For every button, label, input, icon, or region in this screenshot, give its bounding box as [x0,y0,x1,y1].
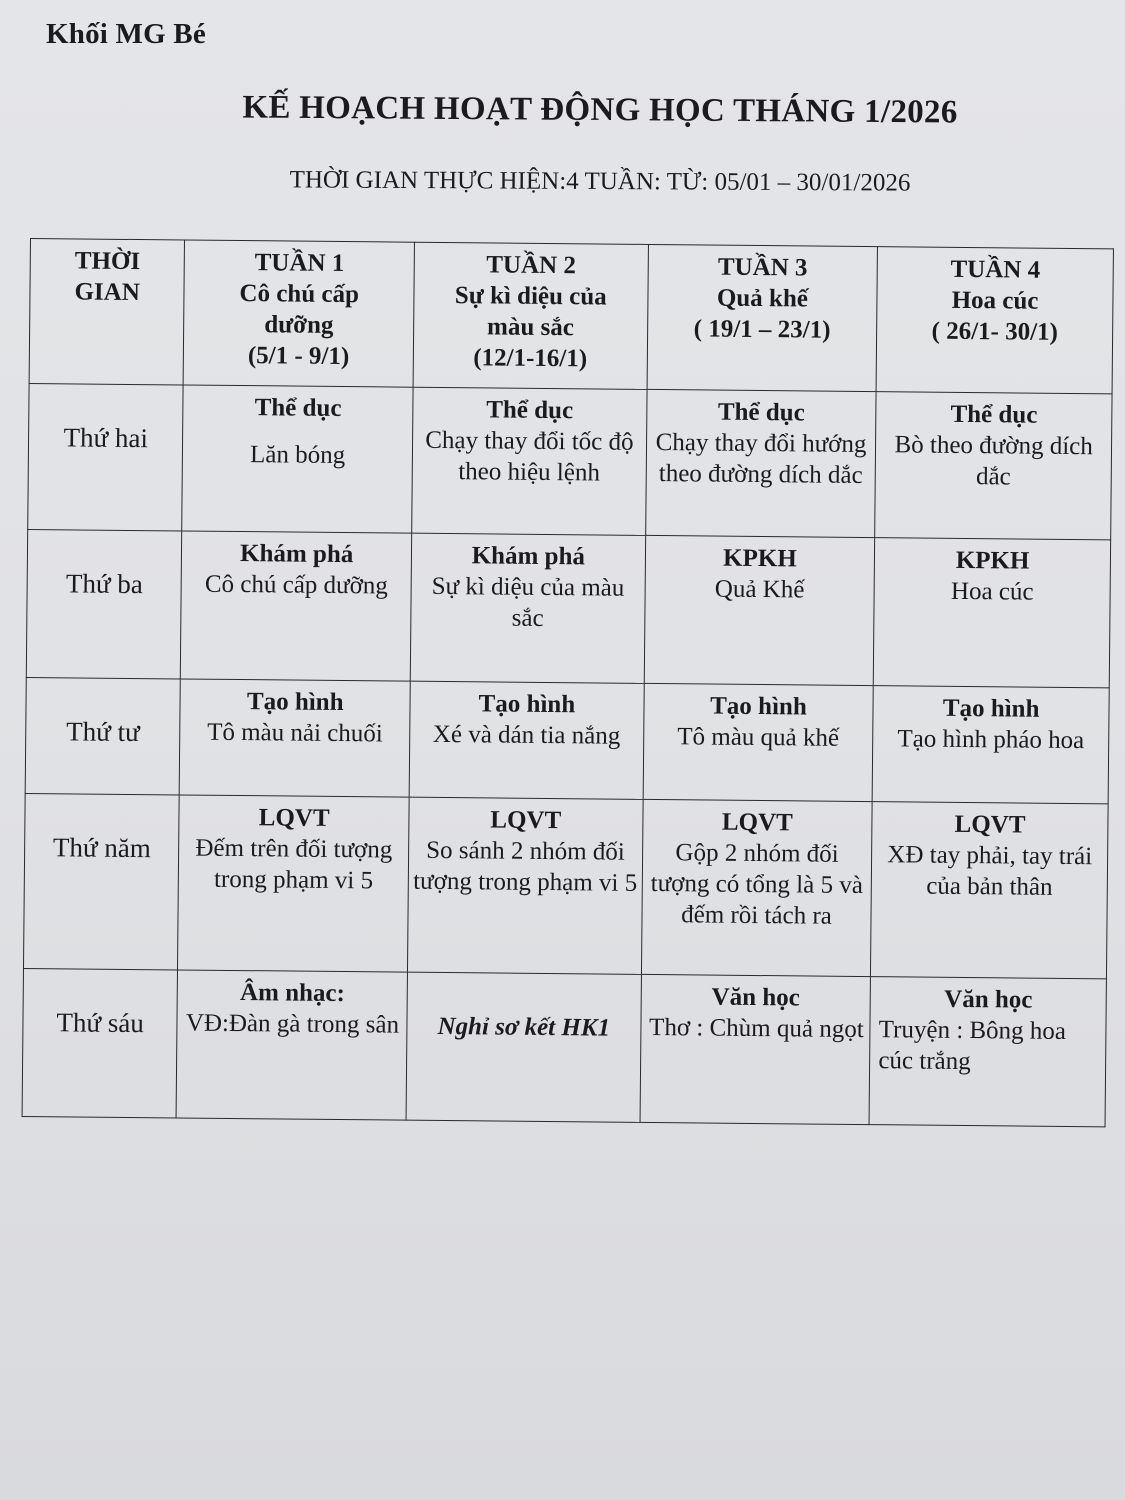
week-label: TUẦN 3 [717,253,808,282]
activity-subject: Thể dục [717,398,805,427]
week-dates: ( 19/1 – 23/1) [693,315,831,344]
activity-cell [641,799,872,976]
day-label-monday: Thứ hai [28,383,184,530]
activity-cell [874,538,1111,688]
activity-cell [180,679,411,797]
header-week-4 [876,247,1113,394]
activity-subject: LQVT [954,810,1026,839]
activity-subject: Tạo hình [478,690,576,719]
activity-text: Chạy thay đổi hướng theo đường dích dắc [655,429,867,490]
activity-text: Cô chú cấp dưỡng [204,570,389,600]
activity-cell [869,977,1106,1127]
activity-text: Đếm trên đối tượng trong phạm vi 5 [195,834,393,895]
activity-text: Tạo hình pháo hoa [897,725,1085,755]
activity-subject: KPKH [955,546,1030,575]
activity-cell [181,531,412,681]
week-theme-line2: dưỡng [264,311,334,339]
activity-subject: LQVT [258,804,330,832]
activity-subject: Văn học [944,985,1033,1014]
activity-subject: Khám phá [471,542,586,571]
table-row-tuesday [26,529,1110,687]
activity-cell [406,972,641,1122]
activity-subject: Âm nhạc: [239,979,346,1008]
week-theme-line1: Quả khế [716,284,809,313]
break-note: Nghỉ sơ kết HK1 [437,1012,611,1042]
activity-subject: Khám phá [239,540,354,569]
week-theme-line1: Cô chú cấp [239,280,360,309]
table-row-friday [22,968,1106,1126]
activity-subject: Tạo hình [246,688,344,717]
week-theme-line1: Sự kì diệu của [454,282,607,311]
activity-plan-table [22,238,1114,1127]
group-name: Khối MG Bé [46,18,206,50]
week-label: TUẦN 4 [950,255,1041,284]
table-row-thursday [23,793,1108,978]
activity-text: Bò theo đường dích dắc [894,431,1093,491]
activity-text: VĐ:Đàn gà trong sân [185,1009,400,1039]
table-header-row [29,239,1113,394]
week-dates: (5/1 - 9/1) [247,342,350,371]
activity-cell [410,533,645,683]
activity-cell [176,970,407,1120]
activity-cell [644,535,875,685]
activity-cell [640,974,871,1124]
header-week-1 [184,240,415,387]
activity-text: Truyện : Bông hoa cúc trắng [878,1016,1067,1076]
activity-text: Quả Khế [714,575,805,604]
table-row-monday [28,383,1112,539]
activity-subject: Văn học [711,983,800,1012]
activity-cell [182,385,413,533]
activity-cell [178,795,409,972]
activity-text: Lăn bóng [249,441,346,470]
header-time-line2: GIAN [74,278,140,307]
activity-subject: KPKH [722,544,797,573]
activity-cell [645,389,876,537]
page-title: KẾ HOẠCH HOẠT ĐỘNG HỌC THÁNG 1/2026 [242,89,958,131]
activity-text: XĐ tay phải, tay trái của bản thân [887,841,1093,901]
week-label: TUẦN 1 [254,249,345,278]
week-theme-line2: màu sắc [486,313,575,342]
activity-text: Gộp 2 nhóm đối tượng có tổng là 5 và đếm rồi tách ra [650,839,863,930]
day-label-tuesday: Thứ ba [26,529,182,678]
activity-subject: Thể dục [486,396,574,425]
activity-cell [872,686,1109,804]
activity-text: Chạy thay đổi tốc độ theo hiệu lệnh [425,426,634,487]
activity-text: Thơ : Chùm quả ngọt [648,1013,864,1044]
header-time-cell [29,239,185,385]
activity-cell [412,387,647,535]
week-dates: ( 26/1- 30/1) [931,317,1059,346]
activity-subject: Thể dục [254,394,342,422]
day-label-friday: Thứ sáu [22,968,178,1117]
day-label-wednesday: Thứ tư [25,677,181,794]
activity-cell [875,392,1112,540]
page-subtitle: THỜI GIAN THỰC HIỆN:4 TUẦN: TỪ: 05/01 – 30/01/2026 [289,166,911,197]
activity-text: So sánh 2 nhóm đối tượng trong phạm vi 5 [413,836,638,897]
activity-text: Xé và dán tia nắng [432,720,621,750]
week-theme-line1: Hoa cúc [951,286,1039,315]
week-dates: (12/1-16/1) [473,344,588,373]
activity-subject: LQVT [721,808,793,837]
activity-text: Sự kì diệu của màu sắc [431,572,625,632]
activity-cell [871,802,1108,979]
activity-subject: Tạo hình [942,694,1040,723]
activity-subject: Thể dục [950,400,1038,429]
day-label-thursday: Thứ năm [23,793,179,969]
activity-text: Tô màu nải chuối [207,718,383,748]
header-week-2 [413,242,648,389]
week-label: TUẦN 2 [486,251,577,280]
header-week-3 [647,244,878,391]
header-time-line1: THỜI [74,247,141,276]
activity-subject: LQVT [490,806,562,835]
activity-cell [409,681,644,799]
table-row-wednesday [25,677,1109,803]
activity-text: Tô màu quả khế [677,723,840,752]
activity-cell [643,683,874,801]
activity-text: Hoa cúc [950,577,1034,606]
activity-cell [407,797,642,974]
activity-subject: Tạo hình [710,692,807,721]
